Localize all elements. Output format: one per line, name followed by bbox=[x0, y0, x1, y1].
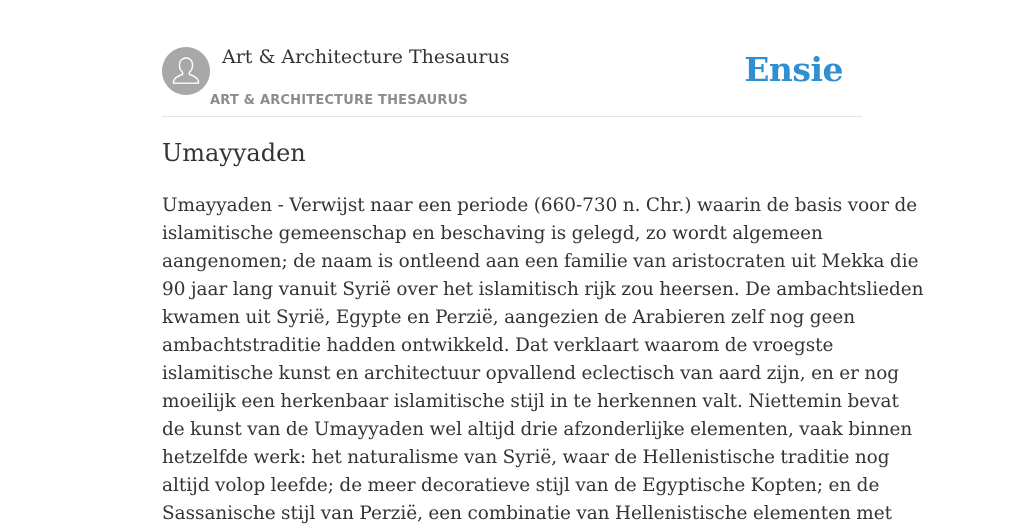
body-line: moeilijk een herkenbaar islamitische stijl in te herkennen valt. Niettemin bevat bbox=[162, 391, 899, 412]
body-line: hetzelfde werk: het naturalisme van Syrië, waar de Hellenistische traditie nog bbox=[162, 447, 890, 468]
author-subtitle-link[interactable]: ART & ARCHITECTURE THESAURUS bbox=[210, 93, 468, 108]
body-line: islamitische gemeenschap en beschaving is gelegd, zo wordt algemeen bbox=[162, 223, 823, 244]
body-line: ambachtstraditie hadden ontwikkeld. Dat verklaart waarom de vroegste bbox=[162, 335, 834, 356]
article-header bbox=[162, 46, 862, 117]
body-line: 90 jaar lang vanuit Syrië over het islamitisch rijk zou heersen. De ambachtslieden bbox=[162, 279, 924, 300]
author-name-link[interactable]: Art & Architecture Thesaurus bbox=[222, 46, 510, 68]
ensie-logo[interactable]: Ensie bbox=[744, 50, 843, 89]
body-line: Sassanische stijl van Perzië, een combinatie van Hellenistische elementen met bbox=[162, 503, 892, 524]
author-avatar[interactable] bbox=[162, 47, 210, 95]
body-line: altijd volop leefde; de meer decoratieve stijl van de Egyptische Kopten; en de bbox=[162, 475, 880, 496]
body-line: aangenomen; de naam is ontleend aan een familie van aristocraten uit Mekka die bbox=[162, 251, 919, 272]
user-silhouette-icon bbox=[162, 47, 210, 95]
body-line: de kunst van de Umayyaden wel altijd drie afzonderlijke elementen, vaak binnen bbox=[162, 419, 913, 440]
article-body bbox=[162, 192, 924, 528]
body-line: islamitische kunst en architectuur opvallend eclectisch van aard zijn, en er nog bbox=[162, 363, 900, 384]
body-line: Umayyaden - Verwijst naar een periode (660-730 n. Chr.) waarin de basis voor de bbox=[162, 195, 918, 216]
article-title: Umayyaden bbox=[162, 139, 306, 167]
body-line: kwamen uit Syrië, Egypte en Perzië, aangezien de Arabieren zelf nog geen bbox=[162, 307, 856, 328]
